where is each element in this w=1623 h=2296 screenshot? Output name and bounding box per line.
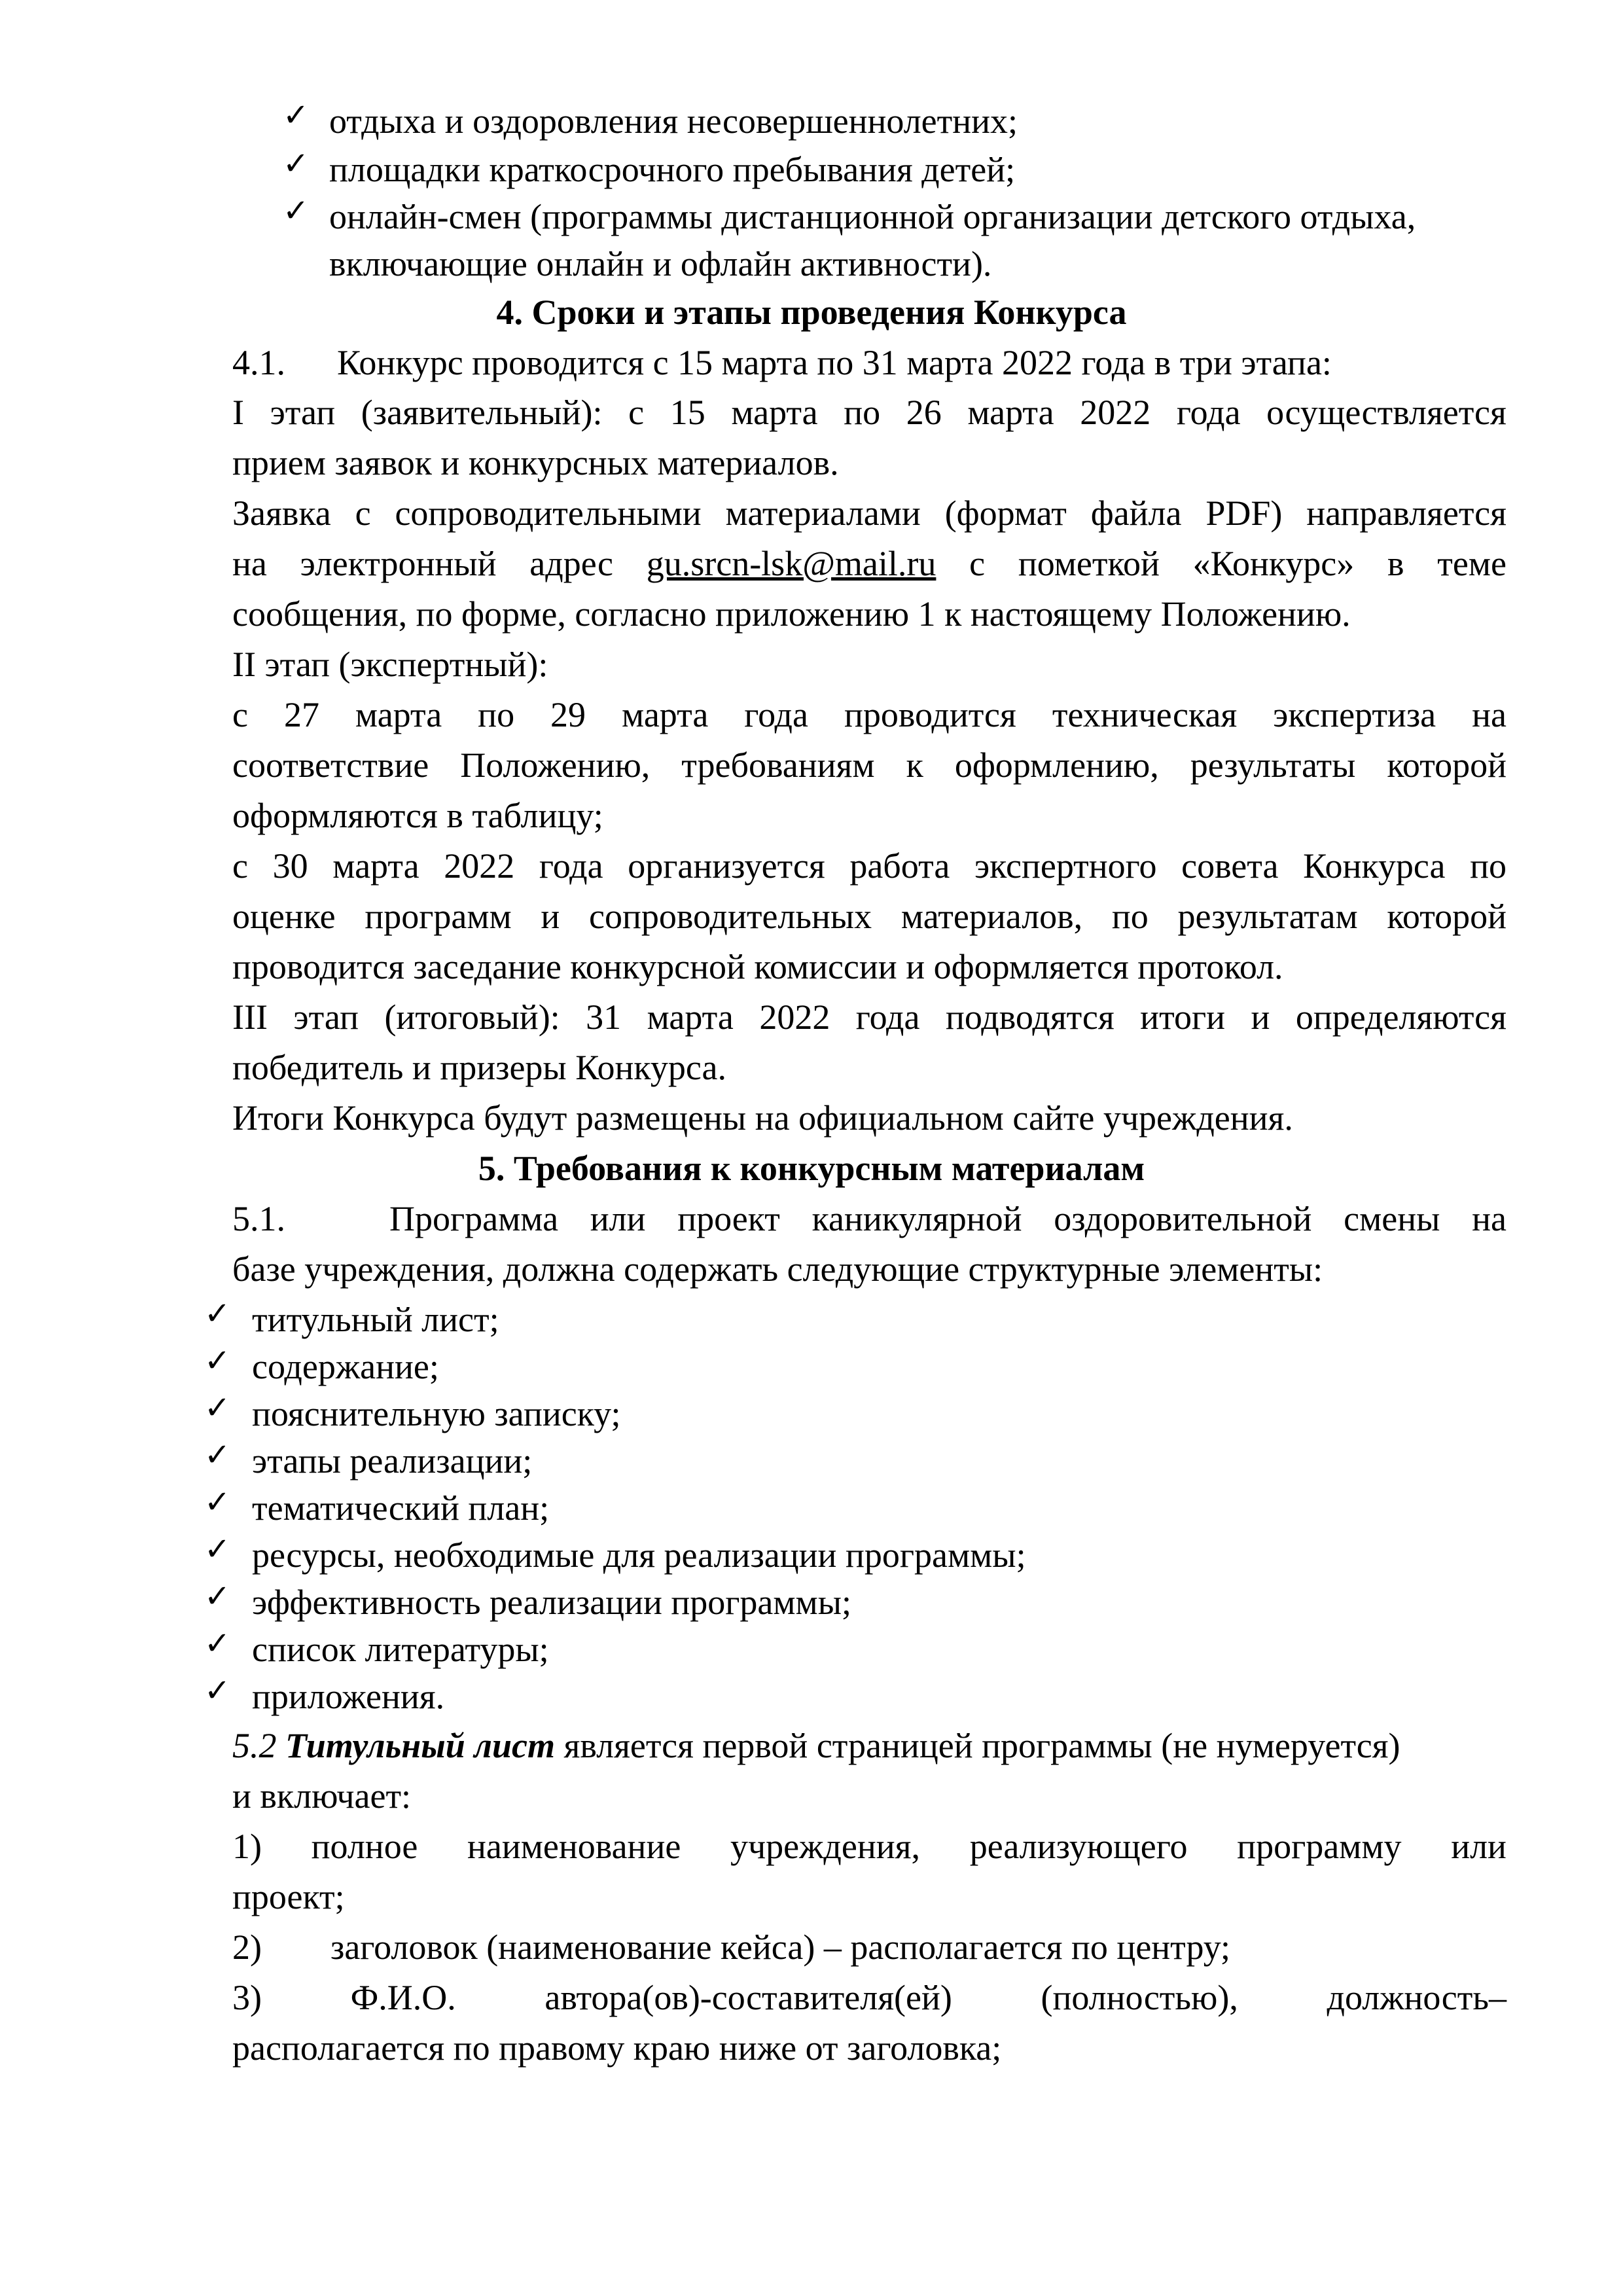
list-item: онлайн-смен (программы дистанционной организации детского отдыха, [329,197,1416,236]
list-item: титульный лист; [252,1300,499,1339]
check-mark-icon: ✓ [283,145,310,182]
item-2-text: заголовок (наименование кейса) – располагается по центру; [330,1928,1231,1967]
check-mark-icon: ✓ [204,1437,231,1473]
results-paragraph: Итоги Конкурса будут размещены на официальном сайте учреждения. [232,1098,1293,1138]
item-1-line-2: проект; [232,1877,345,1916]
stage-3-line-1: III этап (итоговый): 31 марта 2022 года подводятся итоги и определяются [232,997,1507,1037]
tech-review-line-3: оформляются в таблицу; [232,796,603,835]
list-item: приложения. [252,1677,445,1716]
paragraph-4-1-text: Конкурс проводится с 15 марта по 31 марта 2022 года в три этапа: [337,343,1332,382]
council-line-2: оценке программ и сопроводительных материалов, по результатам которой [232,897,1507,936]
paragraph-5-2-line-1 [232,1728,1400,1763]
check-mark-icon: ✓ [204,1390,231,1426]
check-mark-icon: ✓ [204,1342,231,1379]
paragraph-5-1-line-2: базе учреждения, должна содержать следующие структурные элементы: [232,1249,1323,1289]
paragraph-4-1-number: 4.1. [232,343,285,382]
check-mark-icon: ✓ [204,1531,231,1568]
item-3-line-1: 3) Ф.И.О. автора(ов)-составителя(ей) (полностью), должность– [232,1978,1507,2017]
application-line-3: сообщения, по форме, согласно приложению 1 к настоящему Положению. [232,594,1351,634]
list-item: тематический план; [252,1488,550,1528]
check-mark-icon: ✓ [204,1578,231,1615]
stage-1-line-2: прием заявок и конкурсных материалов. [232,443,839,482]
council-line-3: проводится заседание конкурсной комиссии и оформляется протокол. [232,947,1283,986]
paragraph-5-2-term: Титульный лист [285,1726,555,1765]
tech-review-line-2: соответствие Положению, требованиям к оформлению, результаты которой [232,745,1507,785]
list-item: площадки краткосрочного пребывания детей; [329,150,1016,189]
application-line-1: Заявка с сопроводительными материалами (формат файла PDF) направляется [232,493,1507,533]
list-item: отдыха и оздоровления несовершеннолетних; [329,101,1018,141]
paragraph-5-2-number: 5.2 [232,1726,277,1765]
list-item: эффективность реализации программы; [252,1583,851,1622]
check-mark-icon: ✓ [283,97,310,134]
list-item: пояснительную записку; [252,1394,621,1433]
paragraph-5-1-line-1: Программа или проект каникулярной оздоровительной смены на [389,1199,1507,1238]
item-1-line-1: 1) полное наименование учреждения, реализующего программу или [232,1827,1507,1866]
list-item: содержание; [252,1347,439,1386]
application-line-2: на электронный адрес gu.srcn-lsk@mail.ru с пометкой «Конкурс» в теме [232,544,1507,583]
council-line-1: с 30 марта 2022 года организуется работа экспертного совета Конкурса по [232,846,1507,886]
section-5-heading: 5. Требования к конкурсным материалам [478,1149,1145,1188]
check-mark-icon: ✓ [283,192,310,229]
stage-3-line-2: победитель и призеры Конкурса. [232,1048,726,1087]
email-link[interactable]: gu.srcn-lsk@mail.ru [646,544,936,583]
paragraph-5-2-text: является первой страницей программы (не нумеруется) [563,1726,1400,1765]
stage-2-heading: II этап (экспертный): [232,645,548,684]
list-item: список литературы; [252,1630,549,1669]
item-2-number: 2) [232,1928,262,1967]
paragraph-5-2-line-2: и включает: [232,1776,412,1816]
check-mark-icon: ✓ [204,1625,231,1662]
item-3-line-2: располагается по правому краю ниже от заголовка; [232,2028,1002,2068]
section-4-heading: 4. Сроки и этапы проведения Конкурса [496,293,1127,332]
check-mark-icon: ✓ [204,1484,231,1520]
list-item: этапы реализации; [252,1441,533,1480]
check-mark-icon: ✓ [204,1295,231,1332]
list-item-continued: включающие онлайн и офлайн активности). [329,244,992,283]
paragraph-5-1-number: 5.1. [232,1199,285,1238]
stage-1-line-1: I этап (заявительный): с 15 марта по 26 марта 2022 года осуществляется [232,393,1507,432]
tech-review-line-1: с 27 марта по 29 марта года проводится техническая экспертиза на [232,695,1507,734]
check-mark-icon: ✓ [204,1672,231,1709]
list-item: ресурсы, необходимые для реализации программы; [252,1535,1026,1575]
